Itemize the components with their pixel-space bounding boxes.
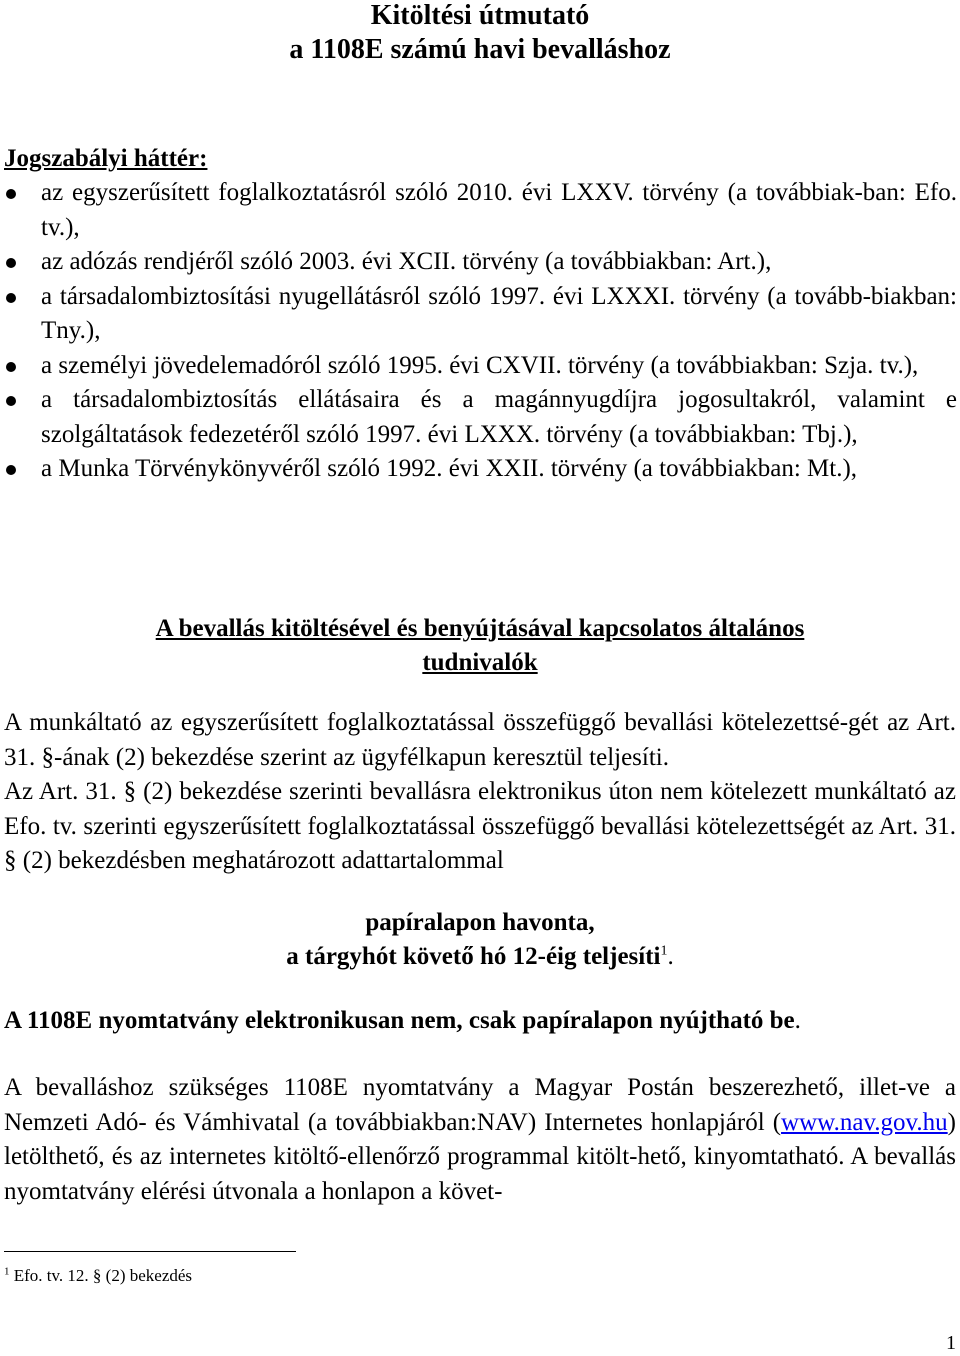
form-availability-text-1: A bevalláshoz szükséges 1108E nyomtatvány a Magyar Postán beszerezhető, illet-ve a Nemzeti Adó- és Vámhivatal (a továbbiakban:NAV) Internetes honlapjáról ( [4,1074,956,1136]
list-item [0,349,957,384]
list-item-text: a társadalombiztosítási nyugellátásról szóló 1997. évi LXXXI. törvény (a tovább-biakban: Tny.), [41,282,957,344]
list-item [0,383,957,452]
nav-website-link[interactable]: www.nav.gov.hu [781,1108,948,1136]
paper-only-note [4,1004,956,1039]
paragraph-form-availability [4,1071,956,1209]
footnote-divider [4,1251,296,1252]
footnote-marker: 1 [660,943,668,959]
section-title-line-1: A bevallás kitöltésével és benyújtásával kapcsolatos általános [155,615,805,642]
list-item-text: a társadalombiztosítás ellátásaira és a magánnyugdíjra jogosultakról, valamint e szolgáltatások fedezetéről szóló 1997. évi LXXX. törvény (a továbbiakban: Tbj.), [41,386,957,448]
footnote [4,1266,192,1286]
bullet-icon [6,396,16,406]
paper-only-note-text: A 1108E nyomtatvány elektronikusan nem, csak papíralapon nyújtható be [4,1007,795,1034]
list-item [0,245,957,280]
deadline-period: . [667,943,674,970]
paper-only-note-period: . [794,1007,801,1034]
form-availability-text-2: ) letölthető, és az internetes kitöltő-ellenőrző programmal kitölt-hető, kinyomtatható. A bevallás nyomtatvány elérési útvonala a honlapon a követ- [4,1108,956,1205]
footnote-text: Efo. tv. 12. § (2) bekezdés [13,1266,193,1285]
list-item-text: a Munka Törvénykönyvéről szóló 1992. évi XXII. törvény (a továbbiakban: Mt.), [41,455,858,482]
bullet-icon [6,362,16,372]
list-item-text: a személyi jövedelemadóról szóló 1995. évi CXVII. törvény (a továbbiakban: Szja. tv.), [41,351,919,379]
list-item [0,452,957,487]
list-item-text: az adózás rendjéről szóló 2003. évi XCII. törvény (a továbbiakban: Art.), [41,248,772,275]
bullet-icon [6,293,16,303]
page-number: 1 [946,1332,956,1354]
paragraph-paper-filing: Az Art. 31. § (2) bekezdése szerinti bevallásra elektronikus úton nem kötelezett munkáltató az Efo. tv. szerinti egyszerűsített foglalkoztatással összefüggő bevallási kötelezettségét az Art. 31. § (2) bekezdésben meghatározott adattartalommal [4,778,956,874]
footnote-number: 1 [4,1265,10,1278]
paragraph-electronic-filing: A munkáltató az egyszerűsített foglalkoztatással összefüggő bevallási kötelezettsé-gét az Art. 31. §-ának (2) bekezdése szerint az ügyfélkapun keresztül teljesíti. [4,709,956,771]
legal-background-heading: Jogszabályi háttér: [4,145,208,172]
legal-background-list [0,176,960,487]
section-title-line-2: tudnivalók [422,649,538,676]
list-item [0,280,957,349]
list-item [0,176,957,245]
deadline-line [0,940,960,974]
paper-monthly-line: papíralapon havonta, [365,909,595,936]
list-item-text: az egyszerűsített foglalkoztatásról szóló 2010. évi LXXV. törvény (a továbbiak-ban: Efo. tv.), [41,179,957,241]
bullet-icon [6,189,16,199]
bullet-icon [6,465,16,475]
bullet-icon [6,258,16,268]
document-title-line-1: Kitöltési útmutató [370,0,590,31]
deadline-text: a tárgyhót követő hó 12-éig teljesíti [286,943,661,970]
document-title-line-2: a 1108E számú havi bevalláshoz [289,34,671,65]
